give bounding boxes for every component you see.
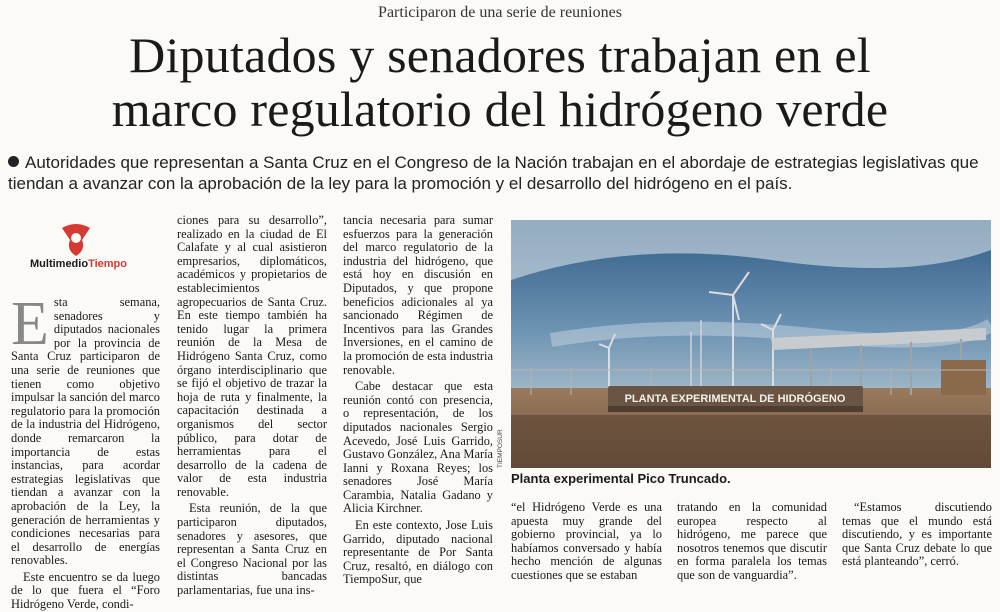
paragraph: ciones para su desarrollo”, realizado en la ciudad de El Calafate y al cual asistieron empresarios, diplomáticos, académicos y propietarios de establecimientos agropecuarios de Santa Cruz. En este tiempo también ha tenido lugar la primera reunión de la Mesa de Hidrógeno Santa Cruz, como órgano interdisciplinario que se fijó el objetivo de trazar la hoja de ruta y finalmente, la capacitación destinada a organismos del sector público, para dotar de herramientas para el desarrollo de la cadena de valor de esta industria renovable.	[177, 213, 327, 499]
deck-text: Autoridades que representan a Santa Cruz en el Congreso de la Nación trabajan en el abordaje de estrategias legislativas que tiendan a avanzar con la aprobación de la ley para la promoción y el desarrollo del hidrógeno en el país.	[8, 153, 979, 193]
plant-photo	[511, 220, 991, 468]
multimedio-tiempo-logo	[30, 222, 140, 282]
logo-wordmark: MultimedioTiempo	[30, 258, 127, 270]
headline	[0, 28, 1000, 136]
paragraph: En este contexto, Jose Luis Garrido, diputado nacional representante de Por Santa Cruz, resaltó, en diálogo con TiempoSur, que	[343, 518, 493, 587]
article-column-4	[511, 501, 662, 583]
photo-credit: TIEMPOSUR	[497, 429, 504, 468]
paragraph: tancia necesaria para sumar esfuerzos para la generación del marco regulatorio de la industria del hidrógeno, que está hoy en discusión en Diputados, y que propone beneficios adicionales al ya sancionado Régimen de Incentivos para las Grandes Inversiones, en el camino de la promoción de esta industria renovable.	[343, 213, 493, 377]
paragraph: Esta semana, senadores y diputados nacionales por la provincia de Santa Cruz participaron de una serie de reuniones que tienen como objetivo impulsar la sanción del marco regulatorio para la promoción de la industria del Hidrógeno, donde remarcaron la importancia de estas instancias, para acordar estrategias legislativas que tiendan a avanzar con la aprobación de la Ley, la generación de herramientas y condiciones necesarias para el desarrollo de energías renovables.	[11, 290, 160, 568]
bullet-icon	[8, 156, 19, 167]
logo-mark-icon	[58, 222, 94, 258]
paragraph: tratando en la comunidad europea respecto al hidrógeno, me parece que nosotros tenemos que discutir en forma paralela los temas que son de vanguardia”.	[677, 500, 827, 582]
article-column-5	[677, 501, 827, 583]
photo-caption: Planta experimental Pico Truncado.	[511, 471, 731, 486]
paragraph: Este encuentro se da luego de lo que fuera el “Foro Hidrógeno Verde, condi-	[11, 569, 160, 612]
paragraph: Esta reunión, de la que participaron diputados, senadores y asesores, que representan a Santa Cruz en el Congreso Nacional por las distintas bancadas parlamentarias, fue una ins-	[177, 501, 327, 598]
article-column-3	[343, 214, 493, 587]
paragraph: “el Hidrógeno Verde es una apuesta muy grande del gobierno provincial, ya lo habíamos conversado y había hecho mención de algunas cuestiones que se estaban	[511, 500, 662, 582]
paragraph: “Estamos discutiendo temas que el mundo está discutiendo, y es importante que Santa Cruz debate lo que está planteando”, cerró.	[842, 500, 992, 569]
headline-line-2: marco regulatorio del hidrógeno verde	[111, 81, 889, 137]
paragraph: Cabe destacar que esta reunión contó con presencia, o representación, de los diputados nacionales Sergio Acevedo, José Luis Garrido, Gustavo González, Ana María Ianni y Roxana Reyes; los senadores José María Carambia, Natalia Gadano y Alicia Kirchner.	[343, 379, 494, 516]
headline-line-1: Diputados y senadores trabajan en el	[129, 27, 871, 83]
plant-sign-text: PLANTA EXPERIMENTAL DE HIDRÓGENO	[624, 393, 846, 405]
article-column-6	[842, 501, 992, 569]
article-column-2	[177, 214, 327, 598]
article-column-1	[11, 290, 160, 612]
drop-cap: E	[11, 290, 49, 358]
deck	[8, 152, 992, 194]
kicker: Participaron de una serie de reuniones	[378, 4, 622, 21]
